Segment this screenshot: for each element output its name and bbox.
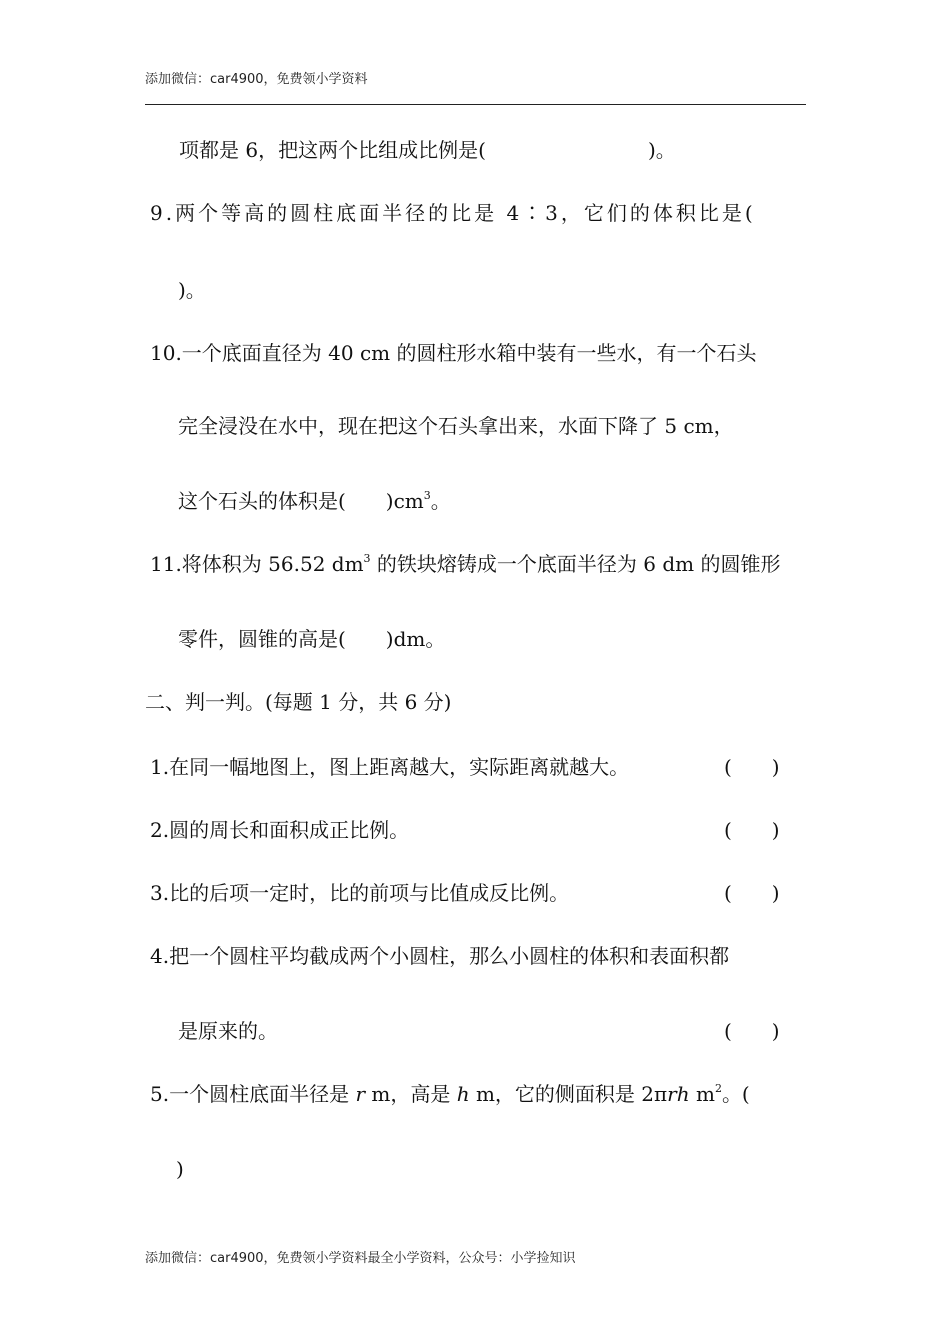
- header-divider: [145, 104, 806, 105]
- q8-text: 项都是 6，把这两个比组成比例是(: [179, 138, 486, 162]
- judge-answer-paren-3: ( ): [724, 881, 780, 905]
- judge-answer-paren-2: ( ): [724, 818, 780, 842]
- q10-line2: 完全浸没在水中，现在把这个石头拿出来，水面下降了 5 cm，: [178, 414, 734, 438]
- var-rh: rh: [667, 1082, 690, 1106]
- judge-item-4-line2: 是原来的。: [178, 1019, 278, 1043]
- judge-item-5-line2: ): [176, 1157, 184, 1181]
- judge-item-2: 2.圆的周长和面积成正比例。: [150, 818, 410, 842]
- judge-item-5-a: 5.一个圆柱底面半径是: [150, 1082, 356, 1106]
- q10-line3-end: 。: [430, 489, 451, 513]
- judge-item-5-b: m，高是: [365, 1082, 457, 1106]
- q10-superscript: 3: [423, 489, 431, 502]
- q10-line3-text: 这个石头的体积是( )cm: [178, 489, 424, 513]
- judge-item-4-line1: 4.把一个圆柱平均截成两个小圆柱，那么小圆柱的体积和表面积都: [150, 944, 730, 968]
- page-footer-text: 添加微信：car4900，免费领小学资料最全小学资料，公众号：小学捡知识: [145, 1251, 576, 1266]
- judge-item-3: 3.比的后项一定时，比的前项与比值成反比例。: [150, 881, 570, 905]
- q10-line1: 10.一个底面直径为 40 cm 的圆柱形水箱中装有一些水，有一个石头: [150, 341, 757, 365]
- q11-line1-text: 11.将体积为 56.52 dm: [150, 552, 364, 576]
- page-header-text: 添加微信：car4900，免费领小学资料: [145, 72, 368, 87]
- q11-line2: 零件，圆锥的高是( )dm。: [178, 627, 446, 651]
- judge-item-5-e: 。(: [721, 1082, 750, 1106]
- judge-item-5-line1: [150, 1082, 750, 1106]
- judge-item-5-superscript: 2: [714, 1082, 722, 1095]
- q11-line1-rest: 的铁块熔铸成一个底面半径为 6 dm 的圆锥形: [370, 552, 781, 576]
- judge-answer-paren-4: ( ): [724, 1019, 780, 1043]
- q8-continuation: [179, 138, 486, 162]
- judge-item-5-d: m: [689, 1082, 715, 1106]
- q11-line1: [150, 552, 780, 576]
- q9-line2: )。: [178, 278, 206, 302]
- q10-line3: [178, 489, 451, 513]
- judge-item-5-c: m，它的侧面积是 2π: [469, 1082, 668, 1106]
- judge-item-1: 1.在同一幅地图上，图上距离越大，实际距离就越大。: [150, 755, 630, 779]
- q11-superscript: 3: [363, 552, 371, 565]
- section-title-judge: 二、判一判。(每题 1 分，共 6 分): [145, 690, 452, 714]
- var-h: h: [456, 1082, 470, 1106]
- var-r: r: [355, 1082, 366, 1106]
- q9-line1: 9.两个等高的圆柱底面半径的比是 4∶3，它们的体积比是(: [150, 201, 756, 225]
- judge-answer-paren-1: ( ): [724, 755, 780, 779]
- q8-close-paren: )。: [648, 138, 676, 162]
